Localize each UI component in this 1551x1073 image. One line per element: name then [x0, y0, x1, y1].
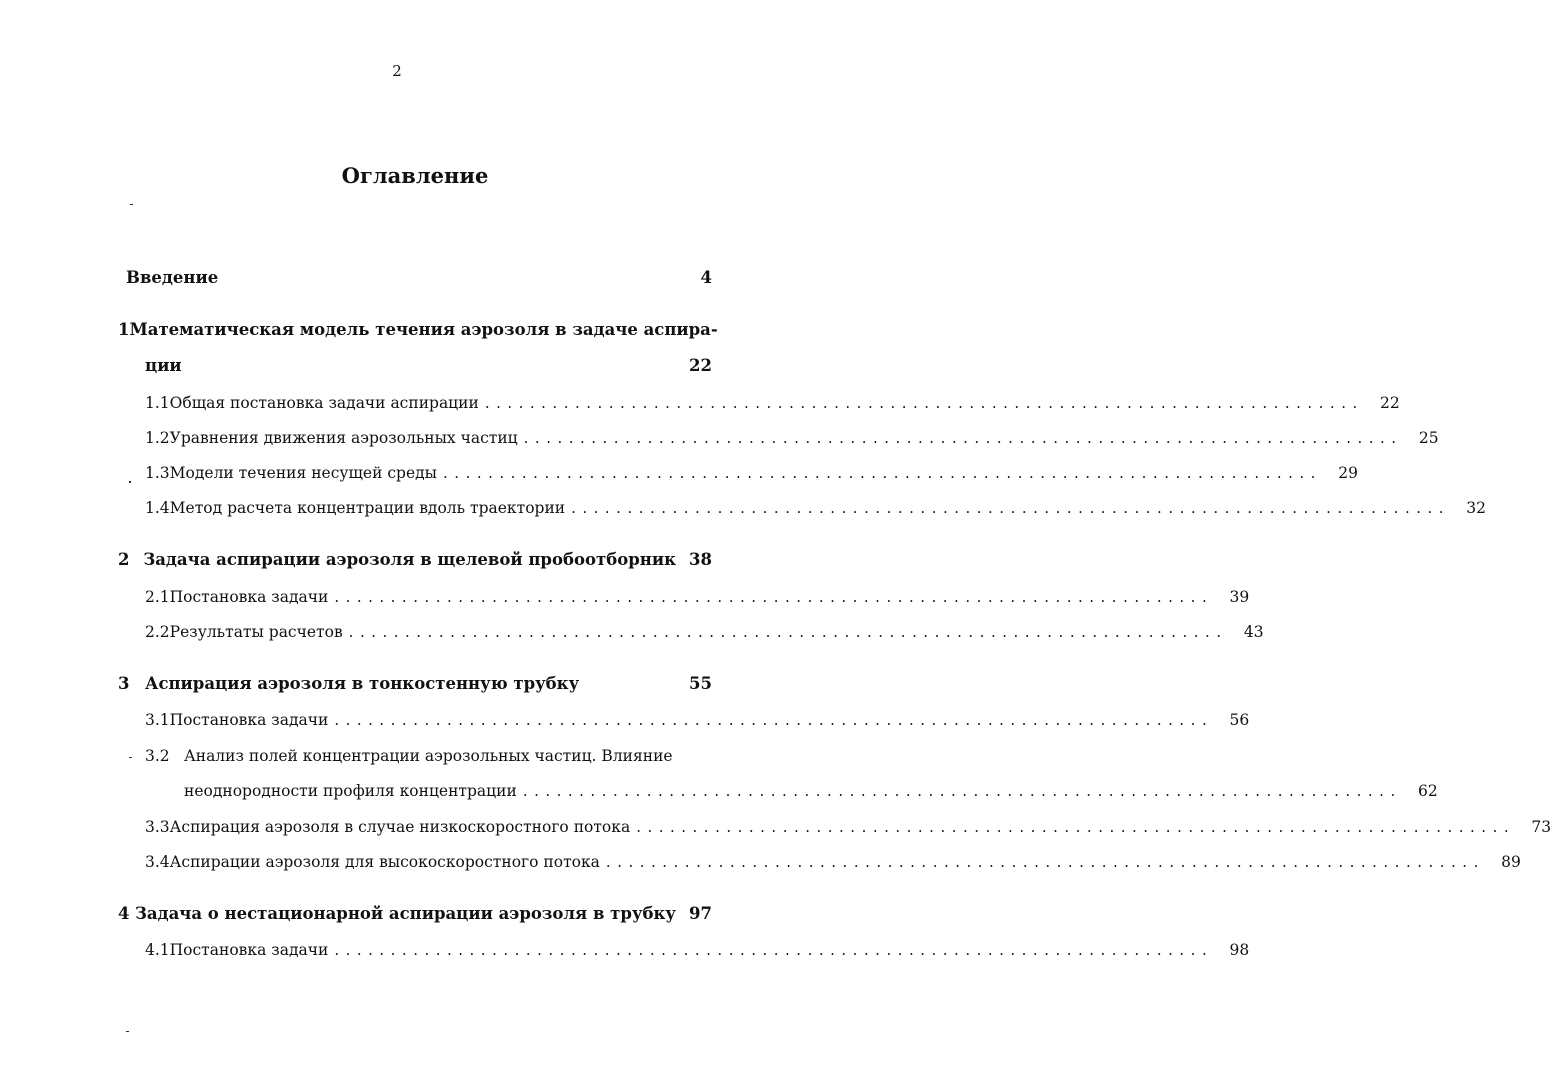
- toc-chapter-number: 4: [118, 904, 130, 923]
- toc-section-number: 1.1: [145, 394, 170, 412]
- toc-section-number: 3.1: [145, 711, 170, 729]
- toc-section-3-2-continued[interactable]: [184, 782, 1438, 800]
- toc-chapter-title: Аспирация аэрозоля в тонкостенную трубку: [145, 674, 580, 693]
- toc-leader-dots: ..............................................................................: [636, 818, 1516, 836]
- toc-section-1-2[interactable]: [145, 429, 1439, 447]
- toc-leader-dots: ..............................................................................: [523, 429, 1403, 447]
- toc-section-1-1[interactable]: [145, 394, 1400, 412]
- toc-chapter-page: 22: [689, 356, 712, 375]
- toc-section-number: 1.2: [145, 429, 170, 447]
- toc-chapter-title: Математическая модель течения аэрозоля в задаче аспира-: [129, 320, 718, 339]
- toc-leader-dots: ..............................................................................: [443, 464, 1322, 482]
- toc-section-number: 2.1: [145, 588, 170, 606]
- toc-section-number: 2.2: [145, 623, 170, 641]
- toc-section-page: 62: [1418, 782, 1438, 800]
- toc-chapter-page: 55: [689, 674, 712, 693]
- toc-section-number: 1.3: [145, 464, 170, 482]
- toc-section-page: 25: [1418, 429, 1439, 447]
- toc-leader-dots: ..............................................................................: [334, 941, 1214, 959]
- toc-chapter-title: Задача о нестационарной аспирации аэрозоля в трубку: [135, 904, 676, 923]
- toc-section-2-1[interactable]: [145, 588, 1250, 606]
- toc-section-3-1[interactable]: [145, 711, 1250, 729]
- toc-leader-dots: ..............................................................................: [334, 588, 1214, 606]
- toc-section-title: Аспирация аэрозоля в случае низкоскоростного потока: [169, 818, 631, 836]
- toc-section-page: 98: [1229, 941, 1250, 959]
- toc-title: Оглавление: [341, 163, 489, 188]
- toc-leader-dots: ..............................................................................: [348, 623, 1228, 641]
- toc-chapter-1-continued[interactable]: [145, 356, 712, 375]
- toc-section-page: 39: [1229, 588, 1250, 606]
- toc-leader-dots: ..............................................................................: [571, 499, 1451, 517]
- toc-section-3-4[interactable]: [145, 853, 1521, 871]
- toc-section-1-4[interactable]: [145, 499, 1487, 517]
- toc-section-page: 32: [1466, 499, 1487, 517]
- toc-leader-dots: ..............................................................................: [522, 782, 1402, 800]
- toc-section-3-3[interactable]: [145, 818, 1551, 836]
- toc-section-page: 43: [1243, 623, 1264, 641]
- toc-section-page: 22: [1380, 394, 1400, 412]
- toc-section-number: 3.2: [145, 747, 170, 765]
- toc-section-page: 73: [1531, 818, 1551, 836]
- toc-chapter-title: ции: [145, 356, 182, 375]
- toc-section-3-2[interactable]: [145, 747, 712, 765]
- scan-speck: [130, 204, 133, 205]
- toc-section-4-1[interactable]: [145, 941, 1250, 959]
- toc-section-number: 3.3: [145, 818, 170, 836]
- toc-chapter-number: 3: [118, 674, 130, 693]
- toc-entry-introduction[interactable]: [126, 268, 712, 287]
- scan-speck: [126, 1031, 129, 1032]
- toc-section-title: Уравнения движения аэрозольных частиц: [169, 429, 518, 447]
- toc-section-title: Постановка задачи: [169, 711, 329, 729]
- toc-section-title: Результаты расчетов: [169, 623, 343, 641]
- toc-section-title: неоднородности профиля концентрации: [184, 782, 517, 800]
- toc-chapter-page: 38: [689, 550, 712, 569]
- toc-chapter-page: 97: [689, 904, 712, 923]
- toc-section-1-3[interactable]: [145, 464, 1358, 482]
- toc-leader-dots: ..............................................................................: [605, 853, 1485, 871]
- toc-chapter-number: 2: [118, 550, 130, 569]
- toc-section-title: Модели течения несущей среды: [169, 464, 438, 482]
- toc-section-title: Общая постановка задачи аспирации: [169, 394, 479, 412]
- toc-section-title: Аспирации аэрозоля для высокоскоростного потока: [169, 853, 600, 871]
- scan-speck: [129, 757, 132, 758]
- toc-chapter-number: 1: [118, 320, 130, 339]
- toc-section-title: Постановка задачи: [169, 588, 329, 606]
- toc-chapter-2[interactable]: [118, 550, 712, 569]
- toc-leader-dots: ..............................................................................: [484, 394, 1364, 412]
- toc-section-page: 56: [1229, 711, 1250, 729]
- toc-chapter-title: Задача аспирации аэрозоля в щелевой пробоотборник: [143, 550, 676, 569]
- toc-chapter-1[interactable]: [118, 320, 718, 339]
- toc-section-number: 1.4: [145, 499, 170, 517]
- toc-section-page: 29: [1338, 464, 1358, 482]
- toc-chapter-4[interactable]: [118, 904, 712, 923]
- toc-chapter-3[interactable]: [118, 674, 712, 693]
- toc-section-2-2[interactable]: [145, 623, 1264, 641]
- toc-leader-dots: ..............................................................................: [334, 711, 1214, 729]
- toc-section-page: 89: [1501, 853, 1521, 871]
- scan-speck: [129, 481, 131, 483]
- toc-section-title: Анализ полей концентрации аэрозольных частиц. Влияние: [184, 747, 673, 765]
- toc-section-title: Постановка задачи: [169, 941, 329, 959]
- toc-section-number: 4.1: [145, 941, 170, 959]
- toc-section-number: 3.4: [145, 853, 170, 871]
- page-number: 2: [392, 62, 402, 80]
- toc-section-title: Метод расчета концентрации вдоль траектории: [169, 499, 566, 517]
- toc-entry-title: Введение: [126, 268, 219, 287]
- toc-entry-page: 4: [700, 268, 712, 287]
